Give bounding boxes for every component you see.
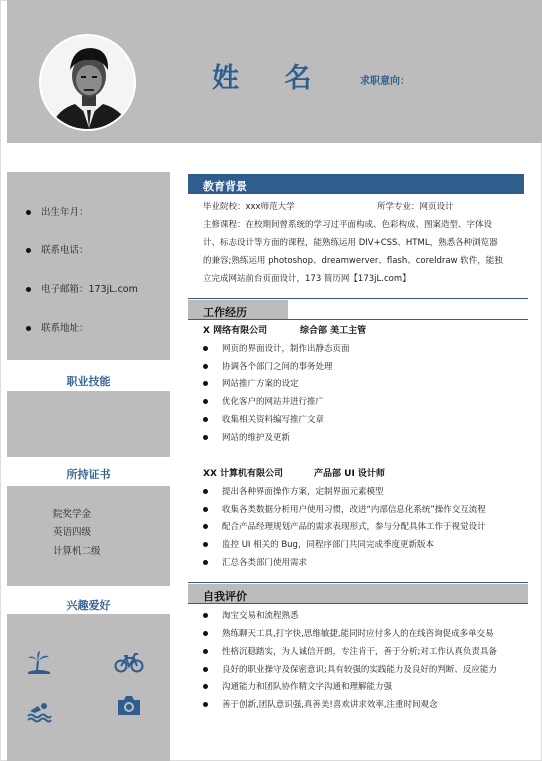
swimming-icon: [26, 697, 52, 723]
evaluation-item: 沟通能力和团队协作精文字沟通和理解能力强: [203, 680, 537, 692]
education-school: 毕业院校：xxx师范大学: [203, 202, 295, 212]
info-address: 联系地址：: [26, 320, 89, 334]
evaluation-section-divider: [188, 603, 528, 604]
info-birth: 出生年月：: [26, 204, 89, 218]
evaluation-item: 性格沉稳踏实，为人诚信开朗，专注肯干，善于分析;对工作认真负责具备: [203, 645, 537, 657]
education-line: 主修课程：在校期间曾系统的学习过平面构成、色彩构成、图案造型、字体设: [203, 220, 493, 230]
education-line: 的兼容;熟练运用 photoshop、dreamwerver、flash、coreldraw 软件，能独: [203, 256, 503, 266]
palm-tree-icon: [26, 649, 52, 675]
bullet-icon: [26, 210, 31, 215]
avatar: [39, 34, 136, 131]
skills-panel: [7, 391, 170, 457]
job-duty: 监控 UI 相关的 Bug，同程序部门共同完成季度更新版本: [203, 538, 537, 550]
education-major: 所学专业：网页设计: [377, 202, 454, 212]
job-duty: 提出各种界面操作方案，定制界面元素模型: [203, 485, 537, 497]
job-role: 综合部 美工主管: [300, 326, 367, 336]
portrait-image: [41, 36, 136, 131]
certificate-item: 英语四级: [53, 527, 92, 538]
job-role: 产品部 UI 设计师: [314, 469, 385, 479]
bullet-icon: [203, 684, 208, 689]
work-section-header: 工作经历: [188, 300, 288, 320]
bullet-icon: [203, 417, 208, 422]
job-duty: 网站的维护及更新: [203, 431, 537, 443]
bullet-icon: [203, 507, 208, 512]
bullet-icon: [203, 399, 208, 404]
job-duty: 收集各类数据分析用户使用习惯，改进“内部信息化系统”操作交互流程: [203, 503, 537, 515]
bullet-icon: [203, 381, 208, 386]
job-duty: 配合产品经理规划产品的需求表现形式，参与分配具体工作于视觉设计: [203, 520, 537, 532]
skills-title: 职业技能: [66, 375, 111, 388]
bullet-icon: [203, 613, 208, 618]
bullet-icon: [203, 346, 208, 351]
info-email: 电子邮箱：173jL.com: [26, 281, 138, 295]
camera-icon: [116, 692, 142, 718]
job-duty: 网站推广方案的设定: [203, 377, 537, 389]
bullet-icon: [26, 287, 31, 292]
bullet-icon: [203, 667, 208, 672]
job-duty: 收集相关资料编写推广文章: [203, 413, 537, 425]
education-line: 立完成网站前台页面设计，173 简历网【173jL.com】: [203, 274, 411, 284]
hobbies-panel: [7, 614, 170, 761]
certificate-item: 院奖学金: [53, 509, 92, 520]
bullet-icon: [203, 649, 208, 654]
hobbies-title: 兴趣爱好: [66, 599, 111, 612]
bullet-icon: [203, 435, 208, 440]
work-section-divider: [188, 298, 528, 299]
job-duty: 优化客户的网站并进行推广: [203, 395, 537, 407]
bullet-icon: [26, 326, 31, 331]
evaluation-item: 善于创新,团队意识强,真善美!喜欢讲求效率,注重时间观念: [203, 698, 537, 710]
bullet-icon: [203, 489, 208, 494]
job-company: XX 计算机有限公司: [203, 469, 284, 479]
candidate-name: 姓 名: [212, 63, 330, 94]
evaluation-item: 良好的职业操守及保密意识;具有较强的实践能力及良好的判断、反应能力: [203, 663, 537, 675]
info-phone: 联系电话：: [26, 242, 89, 256]
job-intent-label: 求职意向：: [360, 76, 410, 87]
bullet-icon: [203, 631, 208, 636]
evaluation-section-header: 自我评价: [188, 584, 528, 604]
job-duty: 协调各个部门之间的事务处理: [203, 360, 537, 372]
bullet-icon: [203, 542, 208, 547]
evaluation-item: 淘宝交易和流程熟悉: [203, 609, 537, 621]
bullet-icon: [203, 364, 208, 369]
evaluation-item: 熟练聊天工具,打字快,思维敏捷,能同时应付多人的在线咨询促成多单交易: [203, 627, 537, 639]
bullet-icon: [203, 524, 208, 529]
certificates-title: 所持证书: [66, 468, 111, 481]
bullet-icon: [203, 560, 208, 565]
work-section-divider: [188, 319, 528, 320]
certificate-item: 计算机二级: [53, 546, 101, 557]
job-duty: 汇总各类部门使用需求: [203, 556, 537, 568]
education-line: 计、标志设计等方面的课程，能熟练运用 DIV+CSS、HTML，熟悉各种浏览器: [203, 238, 498, 248]
evaluation-section-divider: [188, 582, 528, 583]
bullet-icon: [203, 702, 208, 707]
job-duty: 网页的界面设计，制作出静态页面: [203, 342, 537, 354]
education-section-header: 教育背景: [188, 174, 524, 194]
bicycle-icon: [114, 649, 144, 675]
bullet-icon: [26, 248, 31, 253]
job-company: X 网络有限公司: [203, 326, 268, 336]
